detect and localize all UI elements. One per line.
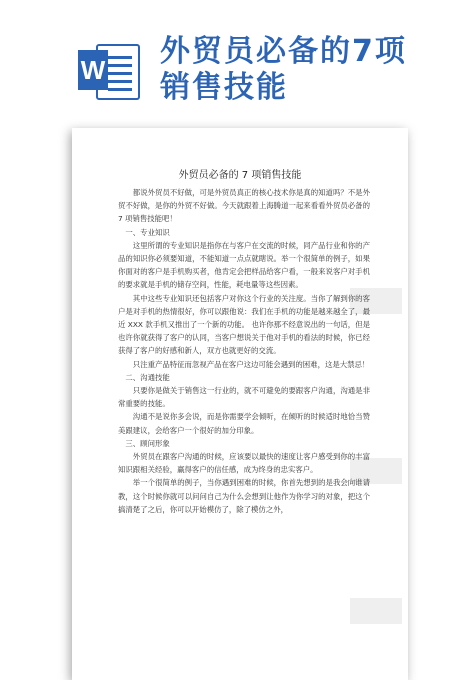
word-letter-badge: W (78, 50, 108, 90)
section-heading: 三、顾问形象 (125, 438, 170, 448)
body-paragraph: 沟通不是说你多会说，而是你需要学会倾听，在倾听的时候适时地恰当赞美跟建议，会给客户一个很好的加分印象。 (118, 412, 370, 435)
word-document-icon (78, 40, 140, 100)
document-page (72, 128, 408, 680)
header-banner (0, 0, 474, 120)
watermark-block (350, 598, 402, 624)
body-paragraph: 其中这些专业知识还包括客户对你这个行业的关注度。当你了解到你的客户是对手机的热情很好，你可以跟他说：我们在手机的功能是越来越全了，最近 XXX 款手机又推出了一个新的功能。 也许你那不经意说出的一句话，但是也许你就获得了客户的认同，当客户想说关于他对手机的看法的时候，你已经获得了客户的好感和新人，双方也就更好的交流。 (118, 293, 370, 356)
body-paragraph: 这里所谓的专业知识是指你在与客户在交流的时候，同产品行业和你的产品的知识你必须要知道，不能知道一点点就瞎说。举一个很简单的例子，如果你面对的客户是手机购买者，他肯定会把样品给客户看，一般来说客户对手机的要求就是手机的储存空间，性能，耗电量等这些因素。 (118, 240, 370, 290)
body-paragraph: 只要你是做关于销售这一行业的，就不可避免的要跟客户沟通，沟通是非常重要的技能。 (118, 386, 370, 409)
section-heading: 一、专业知识 (125, 227, 170, 237)
body-paragraph: 举一个很简单的例子，当你遇到困难的时候，你首先想到的是我会向谁请教，这个时候你就可以问问自己为什么会想到让他作为你学习的对象，把这个搞清楚了之后，你可以开始模仿了，除了模仿之外， (118, 478, 370, 514)
document-title: 外贸员必备的 7 项销售技能 (178, 170, 302, 181)
banner-title-line1: 外贸员必备的7项 (160, 34, 407, 69)
section-heading: 二、沟通技能 (125, 372, 170, 382)
body-paragraph: 外贸员在跟客户沟通的时候，应该要以最快的速度让客户感受到你的丰富知识跟相关经验，赢得客户的信任感，成为终身的忠实客户。 (118, 452, 370, 475)
body-paragraph: 都说外贸员不好做，可是外贸员真正的核心技术你是真的知道吗？不是外贸不好做，是你的外贸不好做。今天就跟着上海腾道一起来看看外贸员必备的 7 项销售技能吧！ (118, 188, 370, 224)
body-paragraph: 只注重产品特征而忽视产品在客户这边可能会遇到的困难，这是大禁忌！ (132, 359, 370, 369)
banner-title-line2: 销售技能 (160, 70, 288, 105)
document-body (118, 186, 370, 516)
banner-title (160, 34, 460, 106)
